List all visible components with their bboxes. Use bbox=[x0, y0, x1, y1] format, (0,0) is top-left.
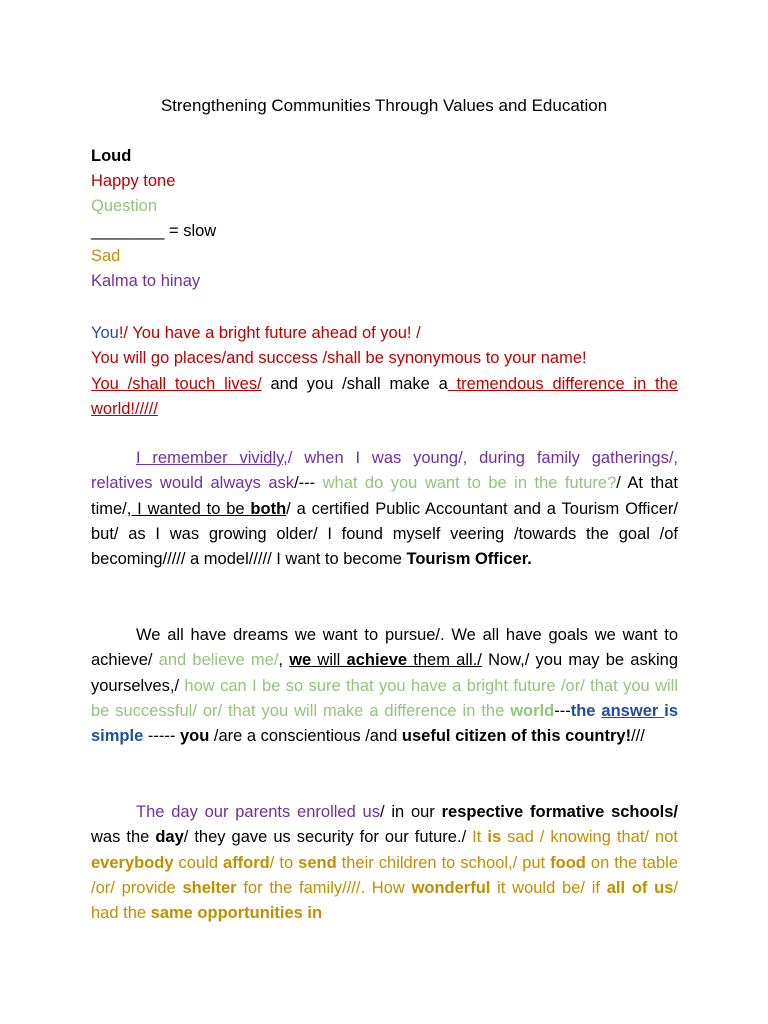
span: them all./ bbox=[407, 651, 482, 670]
span: /are a conscientious /and bbox=[209, 727, 402, 746]
span: was the bbox=[91, 828, 156, 847]
span: / At that time/ bbox=[91, 474, 678, 518]
paragraph-2 bbox=[91, 446, 678, 572]
span: / to bbox=[269, 853, 299, 872]
span: day bbox=[155, 828, 184, 847]
span: ----- bbox=[143, 727, 180, 746]
span: --- bbox=[554, 701, 571, 720]
span: useful citizen of this country! bbox=[401, 727, 632, 746]
span: is bbox=[487, 828, 502, 847]
span: / in our bbox=[379, 803, 442, 821]
span: / had the bbox=[91, 878, 678, 923]
legend-loud: Loud bbox=[91, 147, 132, 165]
span: could bbox=[173, 853, 224, 872]
span: I remember vividly, bbox=[136, 449, 288, 467]
paragraph-1 bbox=[91, 321, 678, 422]
span: world bbox=[510, 701, 555, 720]
span: both bbox=[250, 499, 287, 518]
span: and believe me/ bbox=[158, 651, 279, 670]
span: We all have dreams we want to pursue/. We all have goals we want to achieve/ bbox=[91, 626, 678, 670]
span: tremendous difference in the world!///// bbox=[91, 374, 678, 418]
span: , I wanted to be bbox=[126, 499, 251, 518]
span: afford bbox=[223, 853, 270, 872]
span: You have a bright future ahead of you! / bbox=[132, 324, 421, 342]
span: / they gave us security for our future./ bbox=[183, 828, 473, 847]
span: respective formative schools/ bbox=[441, 803, 679, 821]
span: achieve bbox=[346, 651, 408, 670]
legend-sad: Sad bbox=[91, 247, 121, 265]
span: Now,/ you may be asking yourselves,/ bbox=[91, 651, 678, 695]
span: same opportunities in bbox=[150, 904, 323, 923]
paragraph-3 bbox=[91, 623, 678, 749]
span: You bbox=[91, 324, 119, 342]
legend-happy-tone: Happy tone bbox=[91, 172, 176, 190]
span: !/ bbox=[118, 324, 133, 342]
span: the bbox=[570, 701, 602, 720]
span: we bbox=[289, 651, 312, 670]
legend-question: Question bbox=[91, 197, 158, 215]
span: /--- bbox=[294, 474, 323, 493]
span: /// bbox=[631, 727, 645, 746]
span: The day our parents enrolled us bbox=[136, 803, 380, 821]
span: sad / knowing that/ not bbox=[501, 828, 678, 847]
legend-slow: ________ = slow bbox=[91, 222, 217, 240]
legend-kalma: Kalma to hinay bbox=[91, 272, 201, 290]
span: will bbox=[311, 651, 347, 670]
span: It bbox=[472, 828, 488, 847]
span: everybody bbox=[91, 853, 174, 872]
document-title: Strengthening Communities Through Values and Education bbox=[160, 96, 608, 115]
span: is simple bbox=[91, 701, 679, 746]
span: and you /shall make a bbox=[261, 374, 448, 393]
span: / a certified Public Accountant and a Tourism Officer/ but/ as I was growing older/ I found myself veering /towards the goal /of becoming///// a model///// I want to become bbox=[91, 499, 678, 569]
span: answer bbox=[601, 701, 665, 720]
span: you bbox=[179, 727, 210, 746]
span: wonderful bbox=[411, 878, 491, 897]
span: send bbox=[298, 853, 337, 872]
span: / when I was young/, during family gatherings/, relatives would always ask bbox=[91, 449, 678, 493]
span: their children to school,/ put bbox=[336, 853, 551, 872]
span: Tourism Officer. bbox=[406, 550, 532, 569]
span: on the table /or/ provide bbox=[91, 853, 678, 897]
span: You will go places/and success /shall be synonymous to your name! bbox=[91, 349, 587, 368]
span: all of us bbox=[606, 878, 674, 897]
paragraph-4 bbox=[91, 800, 678, 926]
span: how can I be so sure that you have a bright future /or/ that you will be successful/ or/ that you will make a difference in the bbox=[91, 676, 678, 720]
tone-legend bbox=[91, 144, 216, 294]
span: food bbox=[550, 853, 586, 872]
span: it would be/ if bbox=[490, 878, 607, 897]
span: shelter bbox=[182, 878, 237, 897]
span: You /shall touch lives/ bbox=[91, 374, 262, 393]
span: what do you want to be in the future? bbox=[322, 474, 617, 493]
span: for the family////. How bbox=[236, 878, 412, 897]
span: , bbox=[278, 651, 290, 670]
